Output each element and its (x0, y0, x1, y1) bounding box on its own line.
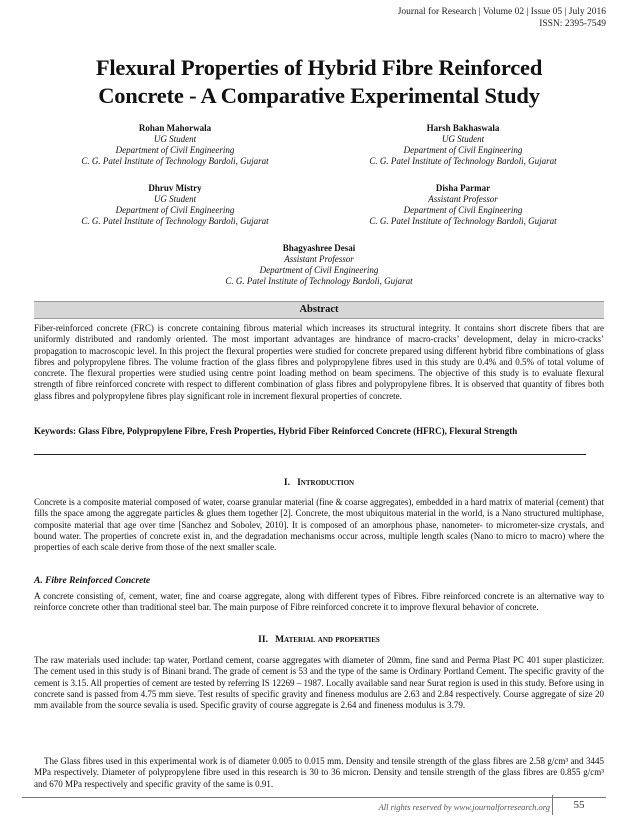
author-department: Department of Civil Engineering (115, 205, 235, 215)
author-institute: C. G. Patel Institute of Technology Bardoli, Gujarat (369, 216, 557, 226)
section-title: Introduction (297, 478, 355, 488)
author-name: Disha Parmar (435, 183, 491, 193)
journal-citation: Journal for Research | Volume 02 | Issue 05 | July 2016 (397, 7, 606, 17)
footer-rule (22, 797, 606, 798)
section-title: Material and properties (275, 635, 380, 645)
page-number: 55 (552, 795, 605, 815)
author-institute: C. G. Patel Institute of Technology Bardoli, Gujarat (225, 276, 413, 286)
journal-header (398, 6, 606, 30)
author-department: Department of Civil Engineering (259, 265, 379, 275)
author-department: Department of Civil Engineering (403, 205, 523, 215)
author-block (30, 183, 320, 227)
materials-text: The raw materials used include: tap water, Portland cement, coarse aggregates with diameter of 20mm, fine sand and Perma Plast PC 401 super plasticizer. The cement used in this study is of Binani brand. The grade of cement is 53 and the type of the same is Ordinary Portland Cement. The specific gravity of the cement is 3.15. All properties of cement are tested by referring IS 12269 – 1987. Locally available sand near Surat region is used in this study. Before using in concrete sand is passed from 4.75 mm sieve. Test results of specific gravity and fineness modulus are 2.63 and 2.84 respectively. Course aggregate of size 20 mm available from the source sevalia is used. Specific gravity of course aggregate is 2.64 and fineness modulus is 3.79. (34, 655, 604, 711)
paper-title (20, 54, 618, 110)
section-heading-materials (34, 634, 604, 646)
keywords: Keywords: Glass Fibre, Polypropylene Fibre, Fresh Properties, Hybrid Fiber Reinforced Concrete (HFRC), Flexural Strength (34, 426, 518, 436)
author-name: Bhagyashree Desai (282, 243, 356, 253)
author-institute: C. G. Patel Institute of Technology Bardoli, Gujarat (369, 156, 557, 166)
author-name: Harsh Bakhaswala (426, 123, 500, 133)
author-name: Dhruv Mistry (148, 183, 202, 193)
footer-rights: All rights reserved by www.journalforresearch.org (378, 802, 550, 812)
author-role: Assistant Professor (428, 194, 498, 204)
section-heading-introduction (34, 477, 604, 489)
author-block (30, 123, 320, 167)
title-line-1: Flexural Properties of Hybrid Fibre Reinforced (95, 55, 543, 80)
frc-text: A concrete consisting of, cement, water, fine and coarse aggregate, along with different types of Fibres. Fibre reinforced concrete is an alternative way to reinforce concrete other than traditional steel bar. The main purpose of Fibre reinforced concrete it to improve flexural behavior of concrete. (34, 591, 604, 613)
author-block (318, 123, 608, 167)
author-institute: C. G. Patel Institute of Technology Bardoli, Gujarat (81, 216, 269, 226)
author-role: UG Student (153, 194, 197, 204)
issn: ISSN: 2395-7549 (539, 19, 606, 29)
glass-fibre-text: The Glass fibres used in this experimental work is of diameter 0.005 to 0.015 mm. Density and tensile strength of the glass fibres are 2.58 g/cm³ and 3445 MPa respectively. Diameter of polypropylene fibre used in this research is 30 to 36 micron. Density and tensile strength of the glass fibres are 0.855 g/cm³ and 670 MPa respectively and specific gravity of the same is 0.91. (34, 756, 604, 789)
introduction-text: Concrete is a composite material composed of water, coarse granular material (fine & coarse aggregates), embedded in a hard matrix of material (cement) that fills the space among the aggregate particles & glues them together [2]. Concrete, the most ubiquitous material in the world, is a Nano structured multiphase, composite material that age over time [Sanchez and Sobolev, 2010]. It is composed of an amorphous phase, nanometer- to micrometer-size crystals, and bound water. The properties of concrete exist in, and the degradation mechanisms occur across, multiple length scales (Nano to micro to macro) where the properties of each scale derive from those of the next smaller scale. (34, 497, 604, 553)
section-number: I. (283, 478, 290, 488)
author-block (318, 183, 608, 227)
subsection-heading-frc: A. Fibre Reinforced Concrete (34, 576, 151, 586)
author-role: UG Student (153, 134, 197, 144)
author-role: Assistant Professor (284, 254, 354, 264)
abstract-heading: Abstract (34, 301, 604, 319)
author-role: UG Student (441, 134, 485, 144)
author-name: Rohan Mahorwala (138, 123, 212, 133)
author-department: Department of Civil Engineering (403, 145, 523, 155)
author-department: Department of Civil Engineering (115, 145, 235, 155)
title-line-2: Concrete - A Comparative Experimental Study (98, 83, 540, 108)
author-institute: C. G. Patel Institute of Technology Bardoli, Gujarat (81, 156, 269, 166)
section-number: II. (258, 635, 268, 645)
abstract-text: Fiber-reinforced concrete (FRC) is concrete containing fibrous material which increases its structural integrity. It contains short discrete fibers that are uniformly distributed and randomly oriented. The most important advantages are hindrance of macro-cracks’ development, delay in micro-cracks’ propagation to macroscopic level. In this project the flexural properties were studied for concrete prepared using different hybrid fibre combinations of glass fibres and polypropylene fibres. The volume fraction of the glass fibres and polypropylene fibres used in this study are 0.4% and 0.5% of total volume of concrete. The flexural properties were studied using centre point loading method on beam specimens. The objective of this study is to evaluate flexural strength of fibre reinforced concrete with respect to different combination of glass fibres and polypropylene fibres. It is observed that quantity of fibres both glass fibres and polypropylene fibres play significant role in increment flexural properties of concrete. (34, 323, 604, 401)
divider-rule (34, 454, 586, 455)
author-block (150, 243, 488, 287)
